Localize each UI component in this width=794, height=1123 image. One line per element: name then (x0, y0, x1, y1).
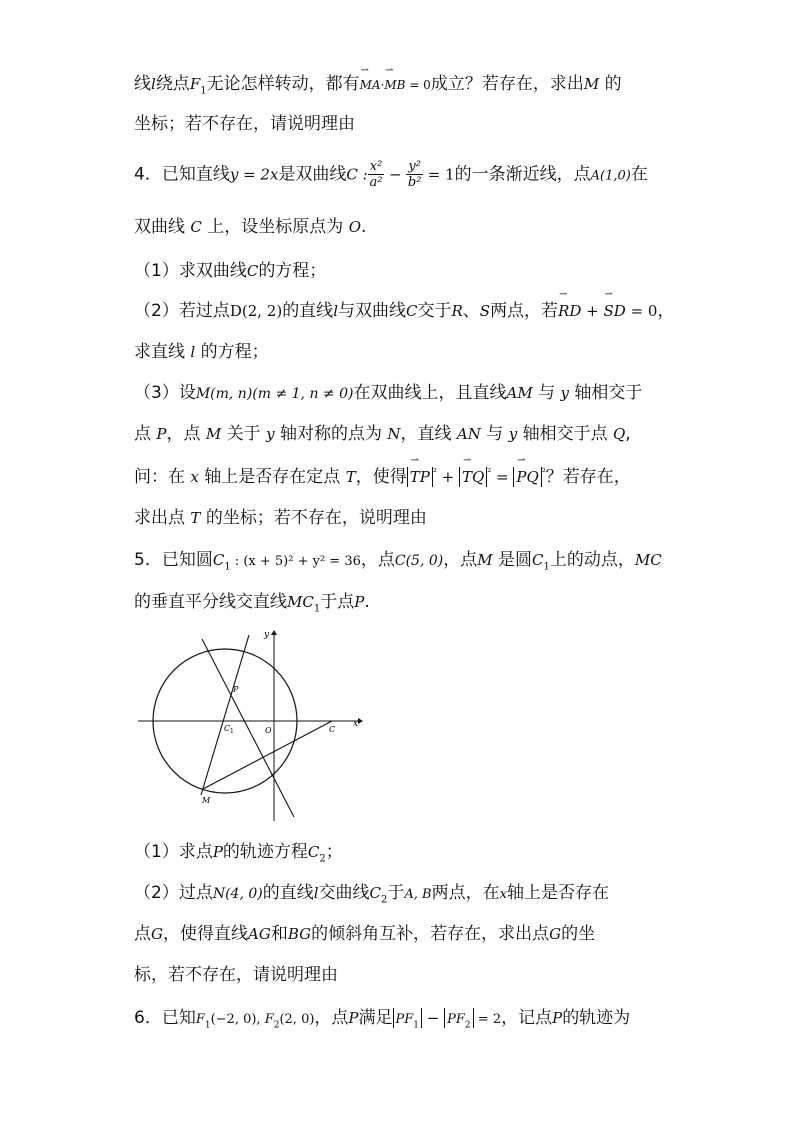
math-run: l (313, 884, 319, 902)
subscript: 2 (319, 853, 326, 865)
text-line-7 (134, 342, 664, 362)
vector-sd: ⇀ SD (604, 302, 626, 320)
text-run: ； (325, 842, 343, 862)
text-run: 交于 (417, 301, 452, 321)
text-run: 的坐 (561, 924, 596, 944)
math-run: A(1,0) (590, 168, 631, 184)
problem-5-statement (134, 550, 664, 573)
math-run: y (266, 425, 275, 443)
geometry-figure (132, 625, 368, 825)
math-run: P (552, 1009, 563, 1027)
math-run: T (190, 509, 201, 527)
text-run: 是圆 (492, 550, 532, 570)
problem-4-part-1 (134, 261, 664, 281)
text-run: 交曲线 (318, 883, 370, 903)
math-run: O (348, 218, 362, 236)
numerator: y² (408, 159, 421, 174)
math-run: G (151, 925, 163, 943)
text-run: 成立？若存在，求出 (430, 74, 584, 94)
math-run: MC (287, 593, 314, 611)
text-run: 求出点 (134, 508, 191, 528)
math-run: F (264, 1012, 274, 1027)
math-run: M (583, 75, 600, 93)
text-run: ？若存在， (545, 467, 631, 487)
label-o: O (265, 726, 272, 735)
fraction-y2-b2 (406, 160, 423, 189)
math-run: = 2 (473, 1012, 502, 1027)
vector-mb: ⇀ MB (384, 78, 405, 92)
text-run: 点 (134, 424, 157, 444)
math-run: PF (395, 1012, 414, 1027)
math-run: C (406, 302, 418, 320)
vector-tq: ⇀ TQ (462, 468, 484, 486)
math-run: Q (612, 425, 626, 443)
text-run: （2）过点 (134, 883, 213, 903)
math-run: C (531, 551, 544, 569)
math-run: C (190, 218, 202, 236)
text-run: 的倾斜角互补，若存在，求出点 (311, 924, 550, 944)
text-run: 的坐标；若不存在，说明理由 (200, 508, 427, 528)
problem-4-part-2 (134, 301, 675, 321)
y-axis-arrow (271, 630, 277, 635)
subscript: 1 (204, 1020, 211, 1031)
text-run: （3）设 (134, 383, 196, 403)
text-run: 关于 (221, 424, 267, 444)
math-run: − (422, 1009, 445, 1027)
math-run: · (380, 78, 385, 92)
text-line-13 (134, 592, 664, 615)
math-run: C (369, 884, 382, 902)
fraction-x2-a2 (368, 160, 385, 189)
text-run: 与双曲线 (338, 301, 406, 321)
subscript: 2 (381, 894, 388, 906)
text-run: ， (657, 301, 675, 321)
math-run: T (345, 468, 356, 486)
text-run: 的垂直平分线交直线 (134, 592, 287, 612)
math-run: N(4, 0) (212, 886, 263, 902)
perpendicular-bisector (202, 639, 294, 817)
math-run: (−2, 0), (210, 1012, 265, 1027)
x-axis-arrow (358, 718, 363, 724)
math-run: M (205, 425, 222, 443)
math-run: y (560, 384, 569, 402)
vector-ma: ⇀ MA (360, 78, 381, 92)
text-run: 两点，在 (431, 883, 500, 903)
math-run: l (151, 75, 156, 93)
math-run: x (190, 468, 199, 486)
problem-4-part-3 (134, 383, 664, 403)
math-run: D(2, 2) (229, 302, 283, 320)
text-run: ，记点 (501, 1008, 553, 1028)
label-y: y (264, 630, 270, 640)
abs-pq (513, 467, 541, 487)
text-run: 与 (532, 383, 561, 403)
math-run: x (499, 887, 507, 902)
text-run: 两点，若 (490, 301, 559, 321)
text-run: 的轨迹方程 (222, 842, 308, 862)
subscript: 2 (464, 1020, 471, 1031)
text-run: 的直线 (262, 883, 314, 903)
denominator: b² (407, 175, 422, 190)
denominator: a² (369, 175, 383, 190)
math-run: A, B (404, 887, 432, 902)
text-run: 轴上是否存在定点 (198, 467, 346, 487)
math-run: + (581, 302, 604, 320)
text-run: ，点 (166, 424, 206, 444)
text-run: ，直线 (400, 424, 457, 444)
superscript: ² (487, 467, 492, 479)
math-run: AM (506, 384, 533, 402)
math-run: P (348, 1009, 359, 1027)
text-run: 与 (480, 424, 509, 444)
math-run: y = 2x (229, 165, 279, 184)
text-run: 、 (462, 301, 480, 321)
math-run: M (477, 551, 493, 569)
text-line-9 (134, 424, 664, 444)
superscript: ² (541, 467, 546, 479)
math-run: C (246, 262, 259, 280)
text-run: （1）求点 (134, 842, 213, 862)
math-run: AN (456, 425, 481, 443)
subscript: 1 (313, 603, 321, 615)
math-run: N (387, 425, 401, 443)
text-run: 上，设坐标原点为 (201, 217, 349, 237)
text-run: 的一条渐近线，点 (454, 164, 591, 185)
math-run: C (307, 843, 320, 861)
text-run: , (625, 424, 631, 444)
text-line-11 (134, 508, 664, 528)
text-run: ，点 (360, 550, 395, 570)
text-run: 轴相交于 (568, 383, 643, 403)
problem-4-statement (134, 160, 664, 189)
math-run: P (212, 843, 223, 861)
text-run: 6．已知 (134, 1008, 196, 1028)
text-run: 的方程； (258, 261, 327, 281)
problem-5-part-2 (134, 883, 664, 906)
text-run: 的 (599, 74, 622, 94)
math-run: y (508, 425, 518, 443)
label-c: C (329, 725, 336, 734)
subscript: 1 (543, 561, 550, 573)
text-run: （2）若过点 (134, 301, 230, 321)
math-run: AG (247, 925, 271, 943)
math-run: = 1 (422, 165, 455, 184)
math-run: P (354, 593, 365, 611)
text-run: 在双曲线上，且直线 (353, 383, 507, 403)
text-run: 于点 (320, 592, 355, 612)
math-run: MC (634, 551, 662, 569)
text-run: 是双曲线 (278, 164, 347, 185)
text-run: 求直线 (134, 342, 191, 362)
vector-rd: ⇀ RD (558, 302, 581, 320)
abs-tp (407, 467, 433, 487)
text-run: 的方程； (195, 342, 269, 362)
label-m: M (202, 796, 211, 805)
math-run: = 0 (625, 302, 658, 320)
text-run: 坐标；若不存在，请说明理由 (134, 114, 355, 134)
text-run: . (364, 592, 370, 612)
math-run: : (x + 5)² + y² = 36 (230, 554, 361, 569)
text-run: 5．已知圆 (134, 550, 213, 570)
problem-5-part-1 (134, 842, 664, 865)
text-run: 上的动点， (549, 550, 635, 570)
label-c1: C (224, 724, 231, 733)
text-run: 的轨迹为 (562, 1008, 631, 1028)
abs-tq (459, 467, 487, 487)
math-run: P (156, 425, 167, 443)
text-run: 于 (387, 883, 405, 903)
label-c1-sub: 1 (230, 728, 234, 735)
text-run: 问：在 (134, 467, 191, 487)
text-run: ，点 (443, 550, 478, 570)
subscript: 2 (273, 1020, 280, 1031)
math-run: PF (447, 1012, 465, 1027)
numerator: x² (369, 159, 383, 174)
text-run: 在 (630, 164, 648, 185)
text-line-10 (134, 467, 664, 487)
text-run: . (361, 217, 367, 237)
math-run: C (212, 551, 225, 569)
text-run: 和 (270, 924, 288, 944)
text-run: 轴相交于点 (517, 424, 613, 444)
text-run: （1）求双曲线 (134, 261, 247, 281)
text-run: 4．已知直线 (134, 164, 230, 185)
math-run: C(5, 0) (394, 553, 444, 569)
text-run: 轴对称的点为 (274, 424, 388, 444)
math-run: l (333, 302, 338, 320)
text-line-4 (134, 217, 664, 237)
text-run: 满足 (358, 1008, 393, 1028)
math-run: R (451, 302, 463, 320)
vector-tp: ⇀ TP (410, 468, 430, 486)
text-run: 标，若不存在，请说明理由 (134, 965, 338, 985)
text-run: 线 (134, 74, 151, 94)
vector-pq: ⇀ PQ (516, 468, 538, 486)
text-run: 的直线 (282, 301, 334, 321)
math-run: C : (346, 165, 368, 184)
text-run: 轴上是否存在 (506, 883, 609, 903)
text-run: 点 (134, 924, 151, 944)
math-run: = (491, 468, 514, 486)
problem-6-statement (134, 1008, 664, 1031)
text-run: 双曲线 (134, 217, 191, 237)
text-run: 无论怎样转动，都有 (206, 74, 360, 94)
subscript: 1 (200, 85, 207, 97)
math-run: = 0 (405, 78, 431, 92)
subscript: 1 (413, 1020, 420, 1031)
text-line-17 (134, 965, 664, 985)
abs-pf1 (393, 1008, 423, 1031)
math-run: − (384, 165, 407, 184)
math-run: F (195, 1012, 205, 1027)
superscript: ² (432, 467, 437, 479)
text-run: ，点 (314, 1008, 349, 1028)
text-run: 绕点 (155, 74, 190, 94)
text-line-2 (134, 114, 664, 134)
text-line-1 (134, 74, 664, 97)
math-run: F (189, 75, 201, 93)
subscript: 1 (224, 561, 231, 573)
math-run: (2, 0) (279, 1012, 315, 1027)
text-run: ，使得 (355, 467, 407, 487)
math-run: l (190, 343, 196, 361)
text-run: ，使得直线 (162, 924, 248, 944)
label-x: x (353, 719, 359, 729)
math-run: M(m, n)(m ≠ 1, n ≠ 0) (195, 386, 354, 402)
label-p: P (233, 685, 239, 694)
math-run: BG (287, 925, 312, 943)
abs-pf2 (444, 1008, 474, 1031)
math-run: + (436, 468, 459, 486)
math-run: G (549, 925, 562, 943)
text-line-16 (134, 924, 664, 944)
math-run: S (479, 302, 491, 320)
